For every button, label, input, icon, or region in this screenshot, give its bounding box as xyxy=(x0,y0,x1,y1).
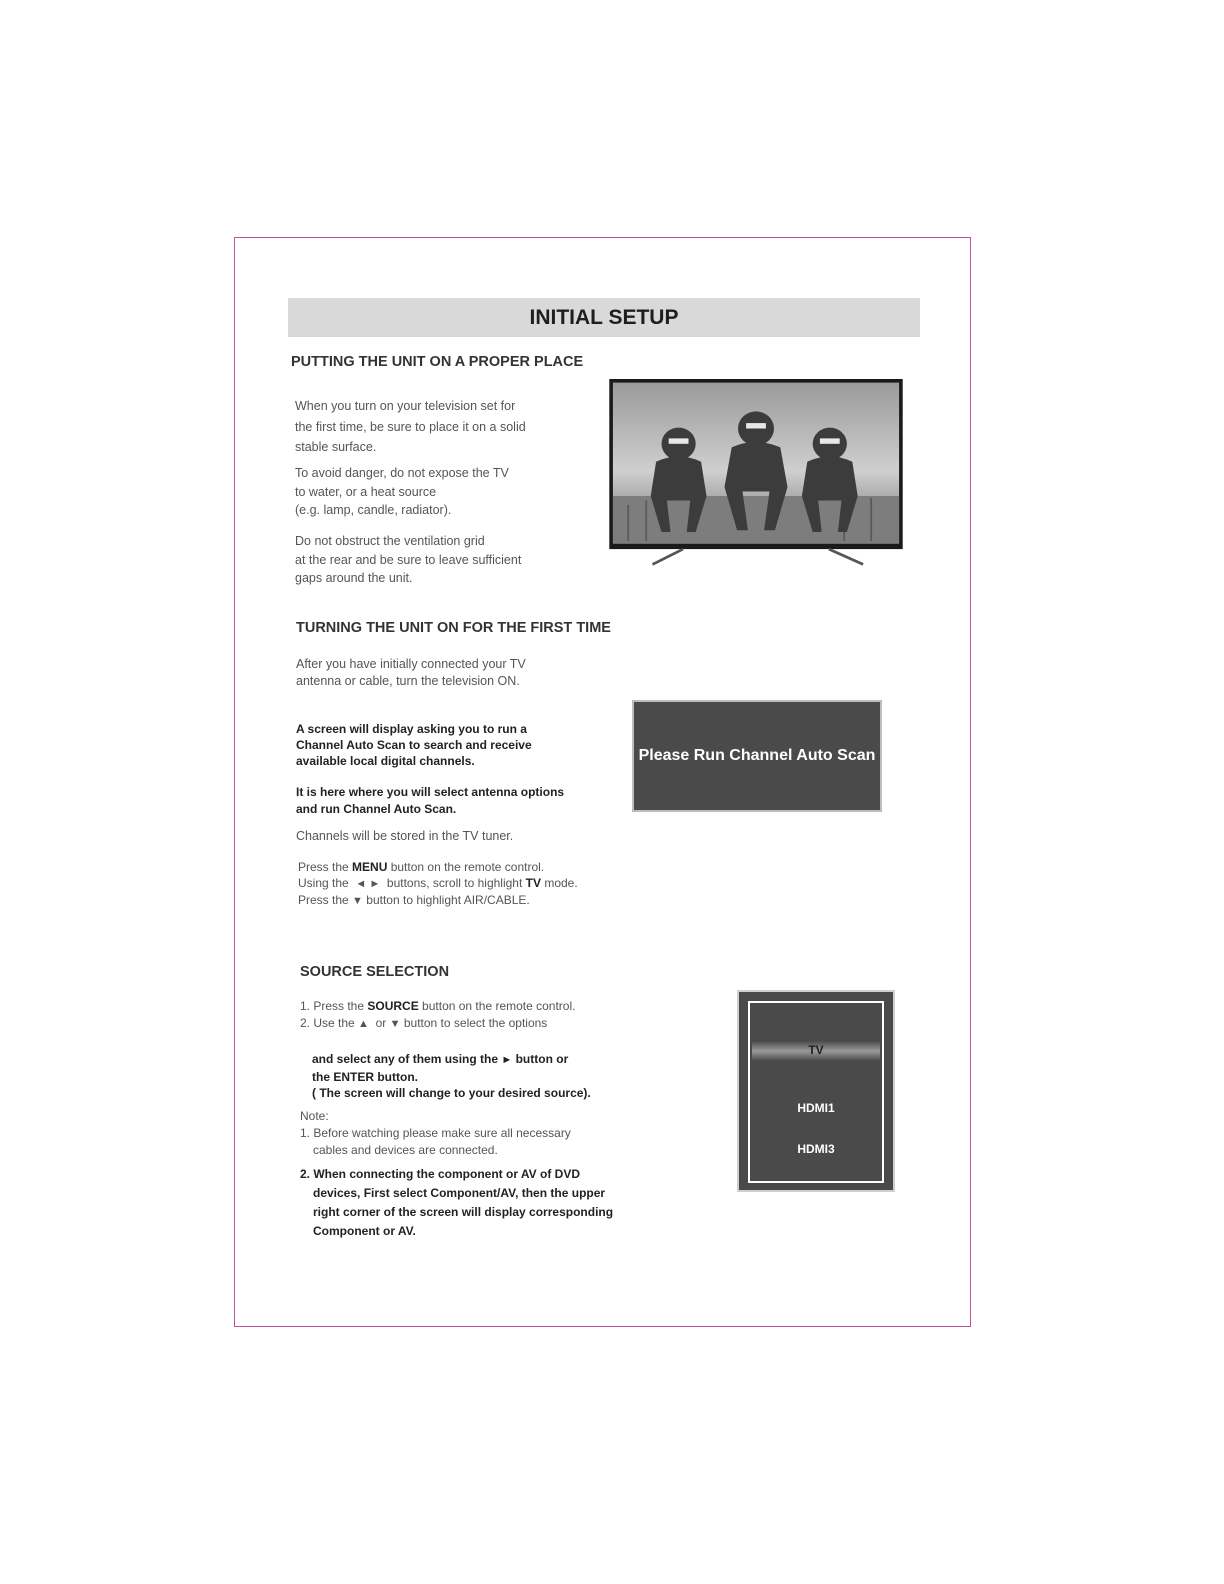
note-2: 2. When connecting the component or AV of DVD devices, First select Component/AV, then the upper right corner of the screen will display corresponding Component or AV. xyxy=(300,1167,614,1238)
right-arrow-icon: ► xyxy=(501,1054,513,1066)
first-time-paragraph-4: Channels will be stored in the TV tuner. xyxy=(296,829,514,843)
section-heading-placement: PUTTING THE UNIT ON A PROPER PLACE xyxy=(291,354,584,370)
channel-scan-osd xyxy=(632,700,882,812)
left-right-arrow-icon: ◄ ► xyxy=(355,878,381,890)
source-option-hdmi3[interactable]: HDMI3 xyxy=(797,1142,835,1156)
placement-paragraph-2: To avoid danger, do not expose the TV to water, or a heat source (e.g. lamp, candle, radiator). xyxy=(295,466,509,517)
down-arrow-icon: ▼ xyxy=(352,895,363,907)
source-continuation: and select any of them using the ► button or the ENTER button. ( The screen will change to your desired source). xyxy=(312,1052,591,1100)
placement-paragraph-1: When you turn on your television set for the first time, be sure to place it on a solid stable surface. xyxy=(295,399,526,454)
page-title: INITIAL SETUP xyxy=(288,298,920,337)
note-label: Note: xyxy=(300,1109,329,1123)
section-heading-source: SOURCE SELECTION xyxy=(300,964,450,980)
first-time-paragraph-2: A screen will display asking you to run a Channel Auto Scan to search and receive available local digital channels. xyxy=(296,722,532,768)
down-arrow-icon: ▼ xyxy=(389,1018,401,1030)
tv-with-football-players-image xyxy=(593,379,919,568)
first-time-paragraph-3: It is here where you will select antenna options and run Channel Auto Scan. xyxy=(296,785,565,816)
source-option-hdmi1[interactable]: HDMI1 xyxy=(797,1101,835,1115)
placement-paragraph-3: Do not obstruct the ventilation grid at the rear and be sure to leave sufficient gaps around the unit. xyxy=(295,534,522,585)
first-time-paragraph-1: After you have initially connected your TV antenna or cable, turn the television ON. xyxy=(296,657,526,688)
first-time-menu-instructions: Press the MENU button on the remote control. Using the ◄ ► buttons, scroll to highlight TV mode. Press the ▼ button to highlight AIR/CABLE. xyxy=(298,860,578,907)
source-menu-osd xyxy=(737,990,895,1192)
up-arrow-icon: ▲ xyxy=(358,1018,369,1030)
source-option-tv[interactable]: TV xyxy=(808,1043,824,1057)
scan-message: Please Run Channel Auto Scan xyxy=(638,747,876,764)
source-steps: 1. Press the SOURCE button on the remote control. 2. Use the ▲ or ▼ button to select the options xyxy=(300,999,576,1030)
note-1: 1. Before watching please make sure all necessary cables and devices are connected. xyxy=(300,1126,571,1157)
source-menu-frame xyxy=(748,1001,884,1183)
section-heading-first-time: TURNING THE UNIT ON FOR THE FIRST TIME xyxy=(296,620,611,636)
